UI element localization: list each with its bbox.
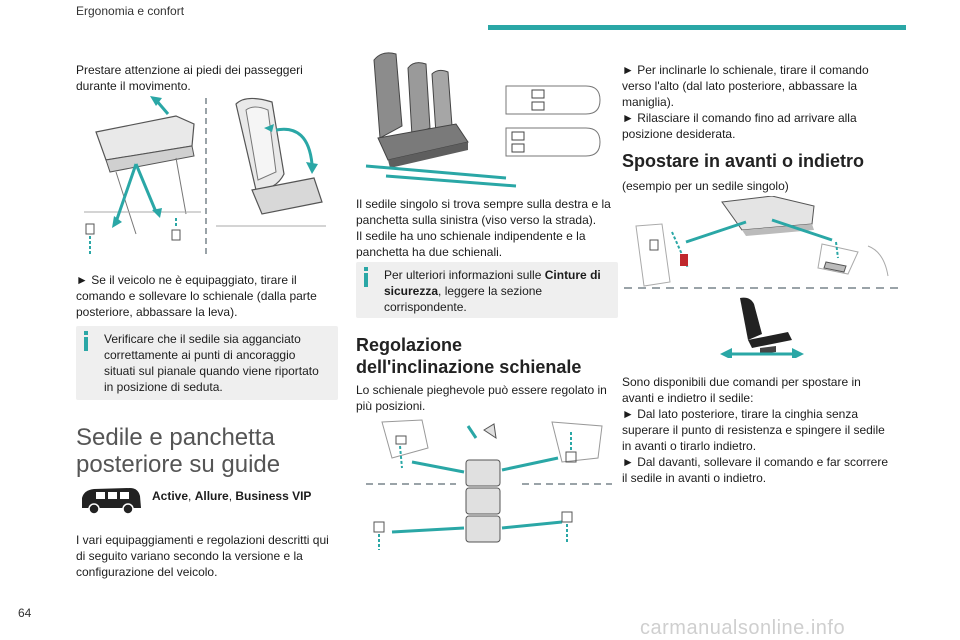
watermark: carmanualsonline.info: [640, 617, 846, 639]
slide-heading: Spostare in avanti o indietro: [622, 151, 865, 171]
version-business-vip: Business VIP: [235, 489, 312, 503]
seat-raise-illustration: [76, 94, 338, 258]
version-active: Active: [152, 489, 189, 503]
slide-instructions: [622, 374, 894, 486]
slide-rear-illustration: [622, 196, 900, 292]
seat-layout-illustration: [356, 46, 618, 188]
info-icon: [82, 331, 90, 351]
step-raise-backrest: ► Se il veicolo ne è equipaggiato, tirare il comando e sollevare lo schienale (dalla parte posteriore, abbassare la leva).: [76, 273, 317, 319]
slide-step-front: ► Dal davanti, sollevare il comando e far scorrere il sedile in avanti o indietro.: [622, 455, 888, 485]
note-anchoring-text: Verificare che il sedile sia agganciato correttamente ai punti di ancoraggio situati sul pianale quando viene riportato in posizione di seduta.: [104, 332, 319, 394]
seat-description: [356, 196, 618, 260]
slide-intro: Sono disponibili due comandi per spostare in avanti e indietro il sedile:: [622, 375, 861, 405]
section-body: I vari equipaggiamenti e regolazioni descritti qui di seguito variano secondo la versione e la configurazione del veicolo.: [76, 533, 329, 579]
page-number: 64: [18, 606, 32, 620]
recline-step-1: ► Per inclinarle lo schienale, tirare il comando verso l'alto (dal lato posteriore, abbassare la maniglia).: [622, 63, 869, 109]
slide-step-rear: ► Dal lato posteriore, tirare la cinghia senza superare il punto di resistenza e spingere il sedile in avanti o tirarlo indietro.: [622, 407, 885, 453]
recline-heading: Regolazione dell'inclinazione schienale: [356, 335, 582, 377]
seat-description-2: Il sedile ha uno schienale indipendente e la panchetta ha due schienali.: [356, 229, 586, 259]
versions-line: Active, Allure, Business VIP: [152, 489, 312, 503]
info-icon: [362, 267, 370, 287]
note-seatbelts: [356, 262, 618, 318]
section-title-line2: posteriore su guide: [76, 451, 281, 478]
version-allure: Allure: [194, 489, 229, 503]
running-header: Ergonomia e confort: [76, 4, 185, 18]
intro-text: Prestare attenzione ai piedi dei passeggeri durante il movimento.: [76, 63, 303, 93]
slide-example-caption: (esempio per un sedile singolo): [622, 179, 789, 193]
recline-steps: [622, 62, 894, 142]
note-seatbelts-text: Per ulteriori informazioni sulle Cinture di sicurezza, leggere la sezione corrispondente.: [384, 268, 601, 314]
seat-description-1: Il sedile singolo si trova sempre sulla destra e la panchetta sulla sinistra (viso verso la strada).: [356, 197, 611, 227]
header-accent-bar: [488, 25, 906, 30]
slide-seat-silhouette: [716, 296, 806, 358]
section-title-line1: Sedile e panchetta: [76, 424, 275, 451]
recline-illustration: [362, 418, 616, 554]
note-anchoring: [76, 326, 338, 400]
seatbelts-link-text: Cinture di sicurezza: [384, 268, 601, 298]
recline-body: Lo schienale pieghevole può essere regolato in più posizioni.: [356, 383, 607, 413]
recline-step-2: ► Rilasciare il comando fino ad arrivare alla posizione desiderata.: [622, 111, 857, 141]
van-icon: [78, 486, 144, 516]
section-title: [76, 424, 338, 478]
